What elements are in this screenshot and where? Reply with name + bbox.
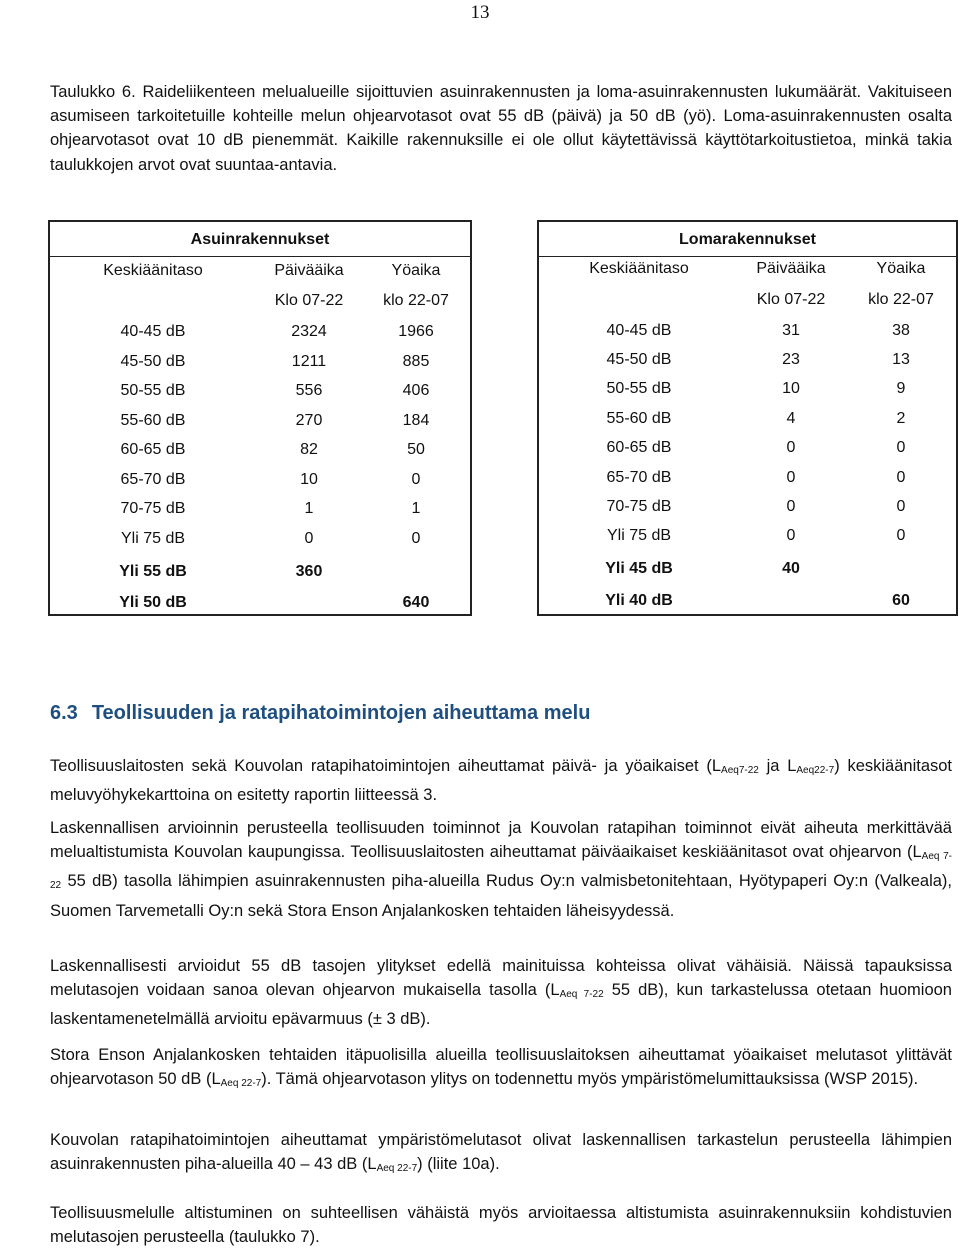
column-header-level: Keskiäänitaso [103,262,203,279]
total-day-value: 360 [295,563,323,580]
table-cell-night: 1966 [398,323,434,340]
table-cell-day: 556 [295,382,323,399]
holiday-table [537,220,958,616]
total-day-value: 40 [782,560,800,577]
table-cell-night: 0 [896,439,906,456]
table-divider [50,256,470,257]
column-subheader-day: Klo 07-22 [274,292,344,309]
table-cell-day: 0 [786,439,796,456]
table-title: Lomarakennukset [679,231,816,248]
table-cell-level: 60-65 dB [120,441,186,458]
table-cell-day: 0 [786,527,796,544]
table-cell-level: 55-60 dB [120,412,186,429]
table-cell-night: 9 [896,380,906,397]
table-cell-day: 4 [786,410,796,427]
table-cell-day: 10 [300,471,318,488]
total-night-label: Yli 50 dB [119,594,187,611]
table-cell-level: 60-65 dB [606,439,672,456]
table-cell-night: 38 [892,322,910,339]
column-header-level: Keskiäänitaso [589,260,689,277]
table-cell-night: 0 [411,471,421,488]
table-cell-level: 65-70 dB [120,471,186,488]
table-cell-day: 82 [300,441,318,458]
section-number: 6.3 [50,702,78,724]
paragraph: Kouvolan ratapihatoimintojen aiheuttamat ympäristömelutasot olivat laskennallisen tarkastelun perusteella lähimpien asuinrakennusten piha-alueilla 40 – 43 dB $(L_{Aeq 22-7})$ (liite 10a). [50,1131,952,1175]
paragraph: Stora Enson Anjalankosken tehtaiden itäpuolisilla alueilla teollisuuslaitoksen aiheuttamat yöaikaiset melutasot ylittävät ohjearvotason 50 dB $(L_{Aeq 22-7})$. Tämä ohjearvotason ylitys on todennettu myös ympäristömelumittauksissa (WSP 2015). [50,1046,952,1090]
table-cell-level: 50-55 dB [606,380,672,397]
table-cell-night: 885 [402,353,430,370]
table-cell-level: 65-70 dB [606,469,672,486]
table-cell-night: 50 [407,441,425,458]
table-cell-day: 0 [304,530,314,547]
column-subheader-night: klo 22-07 [383,292,449,309]
table-cell-night: 0 [411,530,421,547]
total-night-value: 60 [892,592,910,609]
table-cell-day: 23 [782,351,800,368]
residential-table [48,220,472,616]
table-cell-day: 1 [304,500,314,517]
table-cell-level: 70-75 dB [606,498,672,515]
column-header-night: Yöaika [876,260,926,277]
table-cell-night: 2 [896,410,906,427]
table-cell-level: 70-75 dB [120,500,186,517]
total-day-label: Yli 55 dB [119,563,187,580]
column-header-night: Yöaika [391,262,441,279]
table-cell-day: 0 [786,469,796,486]
table-cell-night: 0 [896,498,906,515]
table-cell-level: 45-50 dB [606,351,672,368]
section-title: Teollisuuden ja ratapihatoimintojen aiheuttama melu [91,702,591,724]
total-night-label: Yli 40 dB [605,592,673,609]
table-cell-day: 1211 [291,353,327,370]
table-title: Asuinrakennukset [190,231,330,248]
table-cell-level: 40-45 dB [120,323,186,340]
table-cell-day: 10 [782,380,800,397]
table-cell-night: 13 [892,351,910,368]
paragraph: Laskennallisesti arvioidut 55 dB tasojen ylitykset edellä mainituissa kohteissa olivat vähäisiä. Näissä tapauksissa melutasojen voidaan sanoa olevan ohjearvon mukaisella tasolla ($L_{Aeq 7-22}$ 55 dB), kun tarkastelussa otetaan huomioon laskentamenetelmällä arvioitu epävarmuus (± 3 dB). [50,957,952,1029]
table-cell-day: 270 [295,412,323,429]
column-header-day: Päivääika [756,260,826,277]
table-caption: Taulukko 6. Raideliikenteen melualueille sijoittuvien asuinrakennusten ja loma-asuinrakennusten lukumäärät. Vakituiseen asumiseen tarkoitetuille kohteille melun ohjearvotasot ovat 55 dB (päivä) ja 50 dB (yö). Loma-asuinrakennusten osalta ohjearvotasot ovat 10 dB pienemmät. Kaikille rakennuksille ei ole ollut käytettävissä käyttötarkoitustietoa, minkä takia taulukkojen arvot ovat suuntaa-antavia. [50,83,952,174]
table-cell-level: 55-60 dB [606,410,672,427]
section-heading [50,702,590,725]
paragraph: Teollisuuslaitosten sekä Kouvolan ratapihatoimintojen aiheuttamat päivä- ja yöaikaiset ($L_{Aeq7-22}$ ja $L_{Aeq22-7}$) keskiäänitasot meluvyöhykekarttoina on esitetty raportin liitteessä 3. [50,757,953,805]
table-cell-level: Yli 75 dB [120,530,186,547]
page-number: 13 [470,2,490,23]
paragraph: Laskennallisen arvioinnin perusteella teollisuuden toiminnot ja Kouvolan ratapihan toiminnot eivät aiheuta merkittävää melualtistumista Kouvolan kaupungissa. Teollisuuslaitosten aiheuttamat päiväaikaiset keskiäänitasot ovat ohjearvon ($L_{Aeq 7-22}$ 55 dB) tasolla lähimpien asuinrakennusten piha-alueilla Rudus Oy:n valmisbetonitehtaan, Hyötypaperi Oy:n (Valkeala), Suomen Tarvemetalli Oy:n sekä Stora Enson Anjalankosken tehtaiden läheisyydessä. [50,819,953,920]
table-cell-level: 50-55 dB [120,382,186,399]
table-cell-day: 2324 [291,323,327,340]
total-night-value: 640 [402,594,430,611]
table-cell-level: 40-45 dB [606,322,672,339]
table-cell-night: 0 [896,527,906,544]
table-cell-day: 31 [782,322,800,339]
table-cell-night: 184 [402,412,430,429]
table-cell-day: 0 [786,498,796,515]
column-subheader-day: Klo 07-22 [756,291,826,308]
column-header-day: Päivääika [274,262,344,279]
paragraph: Teollisuusmelulle altistuminen on suhteellisen vähäistä myös arvioitaessa altistumista asuinrakennuksiin kohdistuvien melutasojen perusteella (taulukko 7). [50,1204,952,1247]
total-day-label: Yli 45 dB [605,560,673,577]
table-cell-night: 406 [402,382,430,399]
table-cell-night: 1 [411,500,421,517]
table-divider [539,256,956,257]
table-cell-level: 45-50 dB [120,353,186,370]
column-subheader-night: klo 22-07 [868,291,934,308]
table-cell-level: Yli 75 dB [606,527,672,544]
table-cell-night: 0 [896,469,906,486]
